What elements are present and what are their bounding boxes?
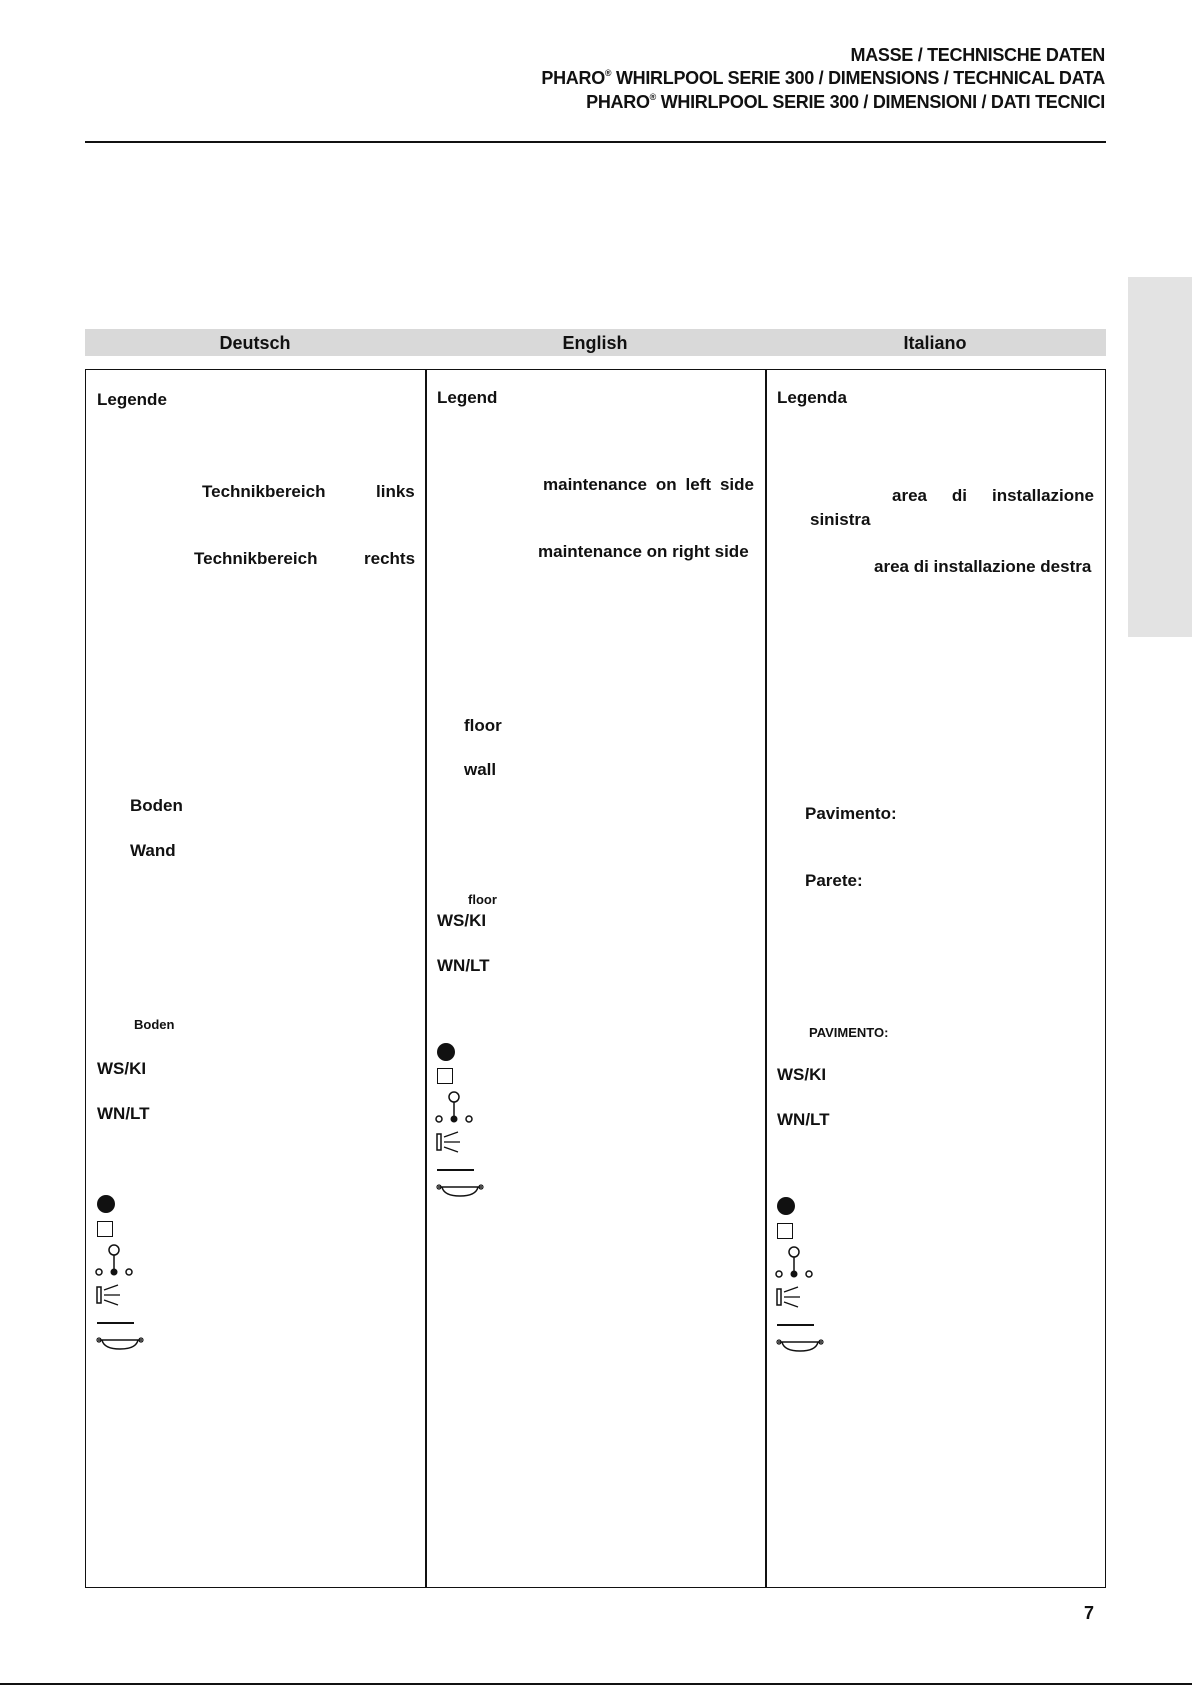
de-links: links [376,482,415,501]
it-floor-small: PAVIMENTO: [809,1025,889,1040]
de-floor: Boden [130,796,183,815]
filled-circle-icon [97,1195,115,1213]
line-icon [437,1169,474,1171]
line-icon [777,1324,814,1326]
page-number: 7 [1083,1603,1094,1623]
pipe-connection-icon [435,1091,473,1125]
lang-english: English [562,333,628,353]
header-rule [85,141,1106,143]
de-technik-left: Technikbereich [202,482,326,501]
pipe-connection-icon [775,1246,813,1280]
de-wall: Wand [130,841,176,860]
it-floor: Pavimento: [805,804,897,823]
en-wall: wall [464,760,497,779]
it-ws: WS/KI [777,1065,827,1084]
it-area-right: area di installazione destra [874,557,1092,576]
filled-circle-icon [437,1043,455,1061]
tub-icon [436,1184,484,1198]
light-icon [776,1286,804,1308]
side-tab [1128,277,1192,637]
square-icon [97,1221,113,1237]
it-area-left: area di installazione [892,486,1094,505]
line-icon [97,1322,134,1324]
de-wn: WN/LT [97,1104,150,1123]
en-maintenance-left: maintenance on left side [543,475,754,494]
en-maintenance-right: maintenance on right side [538,542,749,561]
it-wall: Parete: [805,871,863,890]
en-ws: WS/KI [437,911,487,930]
de-rechts: rechts [364,549,416,568]
header-line-1: MASSE / TECHNISCHE DATEN [850,45,1105,65]
light-icon [96,1284,124,1306]
lang-italiano: Italiano [903,333,967,353]
header-line-2: PHARO® WHIRLPOOL SERIE 300 / DIMENSIONS / TECHNICAL DATA [541,68,1105,88]
it-wn: WN/LT [777,1110,830,1129]
de-floor-small: Boden [134,1017,175,1032]
light-icon [436,1131,464,1153]
de-technik-right: Technikbereich [194,549,318,568]
header-line-3: PHARO® WHIRLPOOL SERIE 300 / DIMENSIONI / DATI TECNICI [586,92,1105,112]
column-divider [765,369,767,1588]
en-floor-small: floor [468,892,497,907]
it-sinistra: sinistra [810,510,871,529]
en-wn: WN/LT [437,956,490,975]
tub-icon [776,1339,824,1353]
en-legend-title: Legend [437,388,498,407]
square-icon [777,1223,793,1239]
square-icon [437,1068,453,1084]
filled-circle-icon [777,1197,795,1215]
lang-deutsch: Deutsch [219,333,291,353]
column-divider [425,369,427,1588]
de-ws: WS/KI [97,1059,147,1078]
de-legend-title: Legende [97,390,167,409]
pipe-connection-icon [95,1244,133,1278]
en-floor: floor [464,716,502,735]
it-legend-title: Legenda [777,388,847,407]
tub-icon [96,1337,144,1351]
